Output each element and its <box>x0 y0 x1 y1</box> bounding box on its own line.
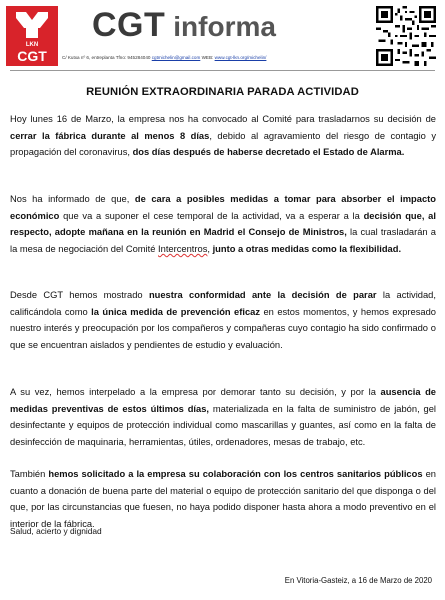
paragraph-1 <box>10 111 436 161</box>
p2-text-e: , <box>207 243 213 254</box>
p1-text-a: Hoy lunes 16 de Marzo, la empresa nos ha convocado al Comité para trasladarnos su decisión de <box>10 114 436 124</box>
contact-line <box>62 55 266 60</box>
brand-title <box>92 6 276 45</box>
p4-text-c: materializada en la falta de suministro de jabón, gel desinfectante y equipos de protección individual como mascarillas y guantes, así como en la falta de desinfección de maquinaria, herramientas, útiles, ordenadores, mesas de trabajo, etc. <box>10 403 436 447</box>
paragraph-2 <box>10 191 436 257</box>
p2-bold-3: junto a otras medidas como la flexibilidad. <box>212 243 402 254</box>
paragraph-5 <box>10 466 436 532</box>
contact-address: C/ Kutxa nº 6, entreplanta Tfno: 945284040 <box>62 55 152 60</box>
p3-text-a: Desde CGT hemos mostrado <box>10 290 149 300</box>
p3-bold-2: la única medida de prevención eficaz <box>91 306 261 317</box>
p2-bold-2: decisión que, al respecto, adopte mañana en la reunión en Madrid el Consejo de Ministros, <box>10 210 436 238</box>
qr-code-icon <box>376 6 436 66</box>
signoff: Salud, acierto y dignidad <box>10 526 102 536</box>
logo-text: CGT <box>17 48 47 64</box>
contact-web-link[interactable]: www.cgt-lkn.org/michelin/ <box>214 55 267 60</box>
p2-text-d: la cual trasladarán a la mesa de negociación del Comité <box>10 227 436 254</box>
document-title: REUNIÓN EXTRAORDINARIA PARADA ACTIVIDAD <box>86 86 359 98</box>
p5-text-c: en cuanto a donación de buena parte del material o equipo de protección sanitario del que disponga o del que, por las circunstancias que fuesen, no haya podido disponer hasta ahora a modo preventivo en el interior de la fábrica. <box>10 469 436 529</box>
header-divider <box>10 70 435 71</box>
contact-email-link[interactable]: cgtmichelin@gmail.com <box>151 55 201 60</box>
place-date: En Vitoria-Gasteiz, a 16 de Marzo de 2020 <box>284 576 432 585</box>
p5-bold-1: hemos solicitado a la empresa su colaboración con los centros sanitarios públicos <box>48 469 423 479</box>
contact-web-label: WEB: <box>200 55 215 60</box>
letterhead <box>0 0 445 72</box>
p4-text-a: A su vez, hemos interpelado a la empresa por demorar tanto su decisión, y por la <box>10 387 381 397</box>
p3-bold-1: nuestra conformidad ante la decisión de parar <box>148 290 377 300</box>
cgt-logo <box>6 6 58 66</box>
p3-text-c: la actividad, calificándola como <box>10 290 436 317</box>
brand-sub: informa <box>173 11 276 42</box>
logo-small-text: LKN <box>25 42 39 48</box>
paragraph-4 <box>10 384 436 450</box>
p2-bold-1: de cara a posibles medidas a tomar para absorber el impacto económico <box>10 194 436 221</box>
p1-bold-1: cerrar la fábrica durante al menos 8 días <box>10 130 210 141</box>
p3-text-d: en estos momentos, y hemos expresado nuestro interés y preocupación por los compañeros y compañeras cuyo contagio ha sido confirmado o que se encuentran aislados y pendientes de estudio y evaluación. <box>10 306 436 350</box>
p2-text-c: que va a suponer el cese temporal de la actividad, va a esperar a la <box>59 210 364 221</box>
brand-main: CGT <box>92 6 166 44</box>
p4-bold-1: ausencia de medidas preventivas de estos últimos días, <box>10 387 437 414</box>
p2-underlined: Intercentros <box>158 243 208 254</box>
p1-text-c: , debido al agravamiento del riesgo de contagio y propagación del coronavirus, <box>10 130 437 158</box>
p2-text-a: Nos ha informado de que, <box>10 194 135 204</box>
paragraph-3 <box>10 287 436 353</box>
p1-bold-2: dos días después de haberse decretado el Estado de Alarma. <box>132 147 405 158</box>
p5-text-a: También <box>10 469 49 479</box>
